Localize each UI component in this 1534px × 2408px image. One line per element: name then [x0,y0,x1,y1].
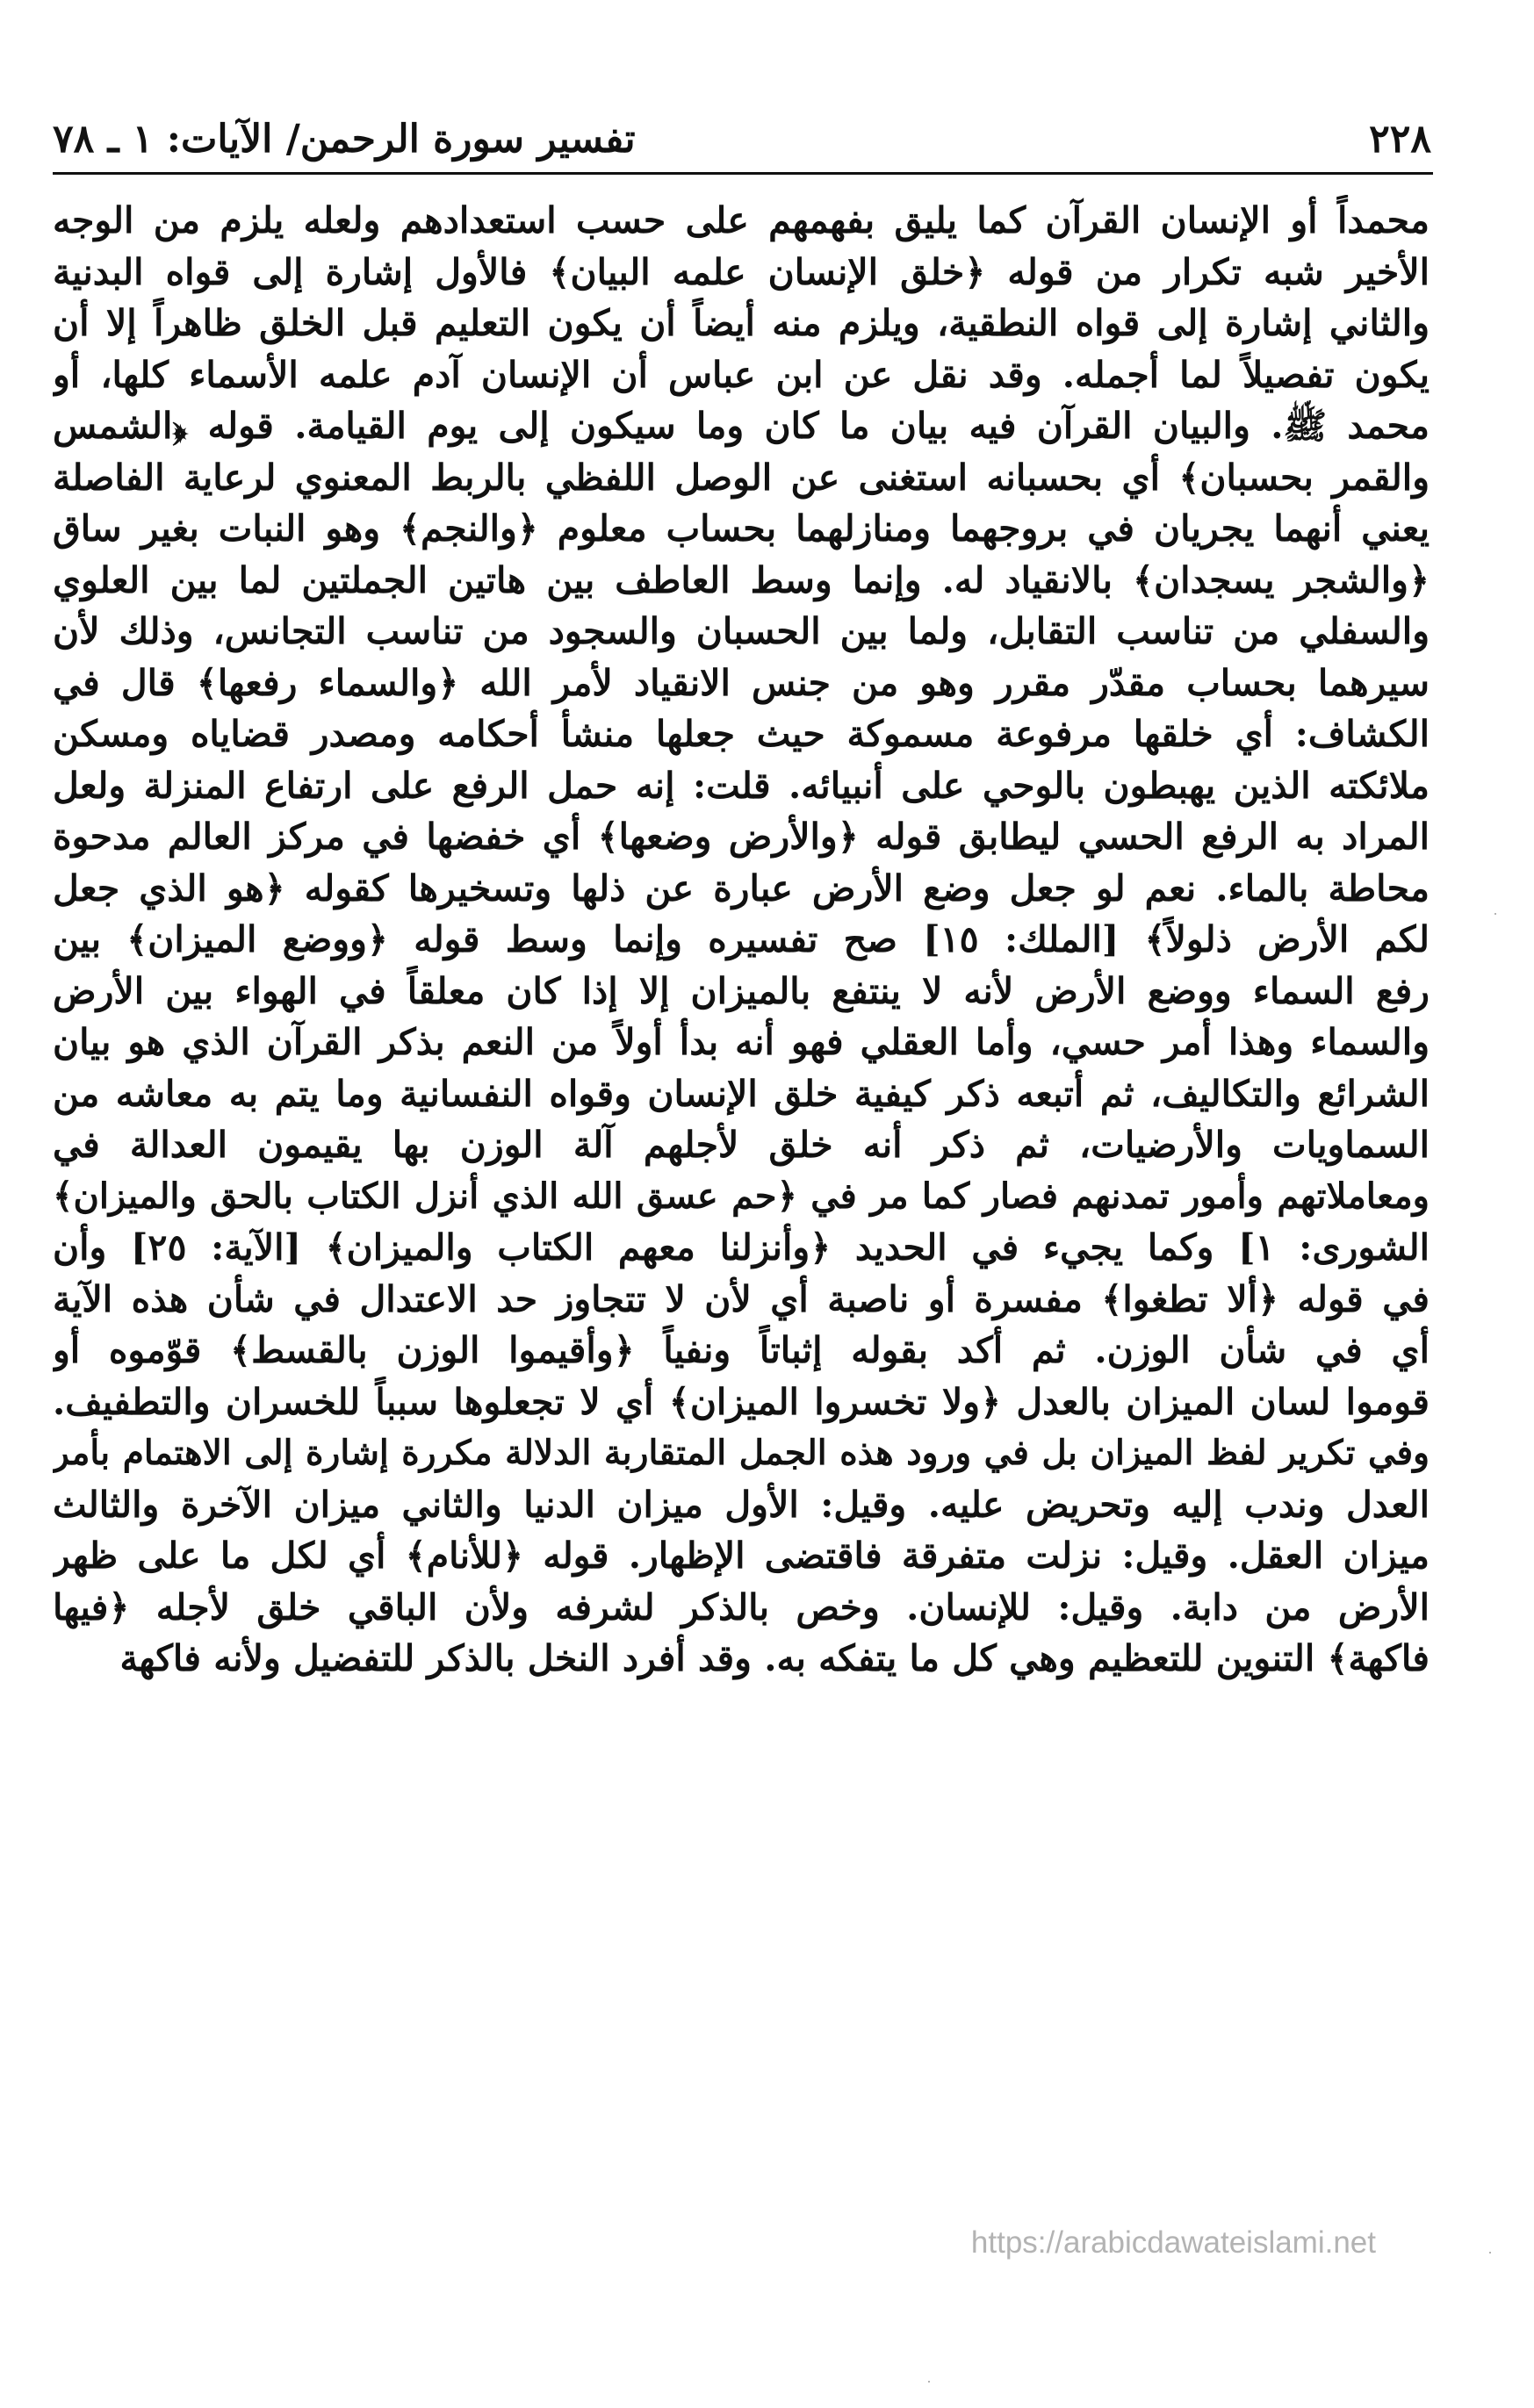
text-line: سيرهما بحساب مقدّر مقرر وهو من جنس الانقياد لأمر الله ﴿والسماء رفعها﴾ قال في [53,661,1430,704]
text-line: العدل وندب إليه وتحريض عليه. وقيل: الأول ميزان الدنيا والثاني ميزان الآخرة والثالث [53,1483,1430,1526]
text-line: الأرض من دابة. وقيل: للإنسان. وخص بالذكر لشرفه ولأن الباقي خلق لأجله ﴿فيها [53,1585,1430,1628]
text-line: ومعاملاتهم وأمور تمدنهم فصار كما مر في ﴿حم عسق الله الذي أنزل الكتاب بالحق والميزان﴾ [53,1175,1430,1217]
text-line: السماويات والأرضيات، ثم ذكر أنه خلق لأجلهم آلة الوزن بها يقيمون العدالة في [53,1124,1430,1166]
text-line: الشرائع والتكاليف، ثم أتبعه ذكر كيفية خلق الإنسان وقواه النفسانية وما يتم به معاشه من [53,1072,1430,1115]
scan-speck [928,2381,930,2383]
running-title: تفسير سورة الرحمن/ الآيات: ١ ـ ٧٨ [53,117,636,162]
text-line: قوموا لسان الميزان بالعدل ﴿ولا تخسروا الميزان﴾ أي لا تجعلوها سبباً للخسران والتطفيف. [53,1380,1430,1423]
page-number: ٢٢٨ [1369,117,1431,162]
text-line: الأخير شبه تكرار من قوله ﴿خلق الإنسان علمه البيان﴾ فالأول إشارة إلى قواه البدنية [53,250,1430,293]
text-line: ميزان العقل. وقيل: نزلت متفرقة فاقتضى الإظهار. قوله ﴿للأنام﴾ أي لكل ما على ظهر [53,1535,1430,1577]
text-line: يعني أنهما يجريان في بروجهما ومنازلهما بحساب معلوم ﴿والنجم﴾ وهو النبات بغير ساق [53,507,1430,550]
text-line: المراد به الرفع الحسي ليطابق قوله ﴿والأرض وضعها﴾ أي خفضها في مركز العالم مدحوة [53,816,1430,858]
text-line: ﴿والشجر يسجدان﴾ بالانقياد له. وإنما وسط العاطف بين هاتين الجملتين لما بين العلوي [53,558,1430,601]
text-line: فاكهة﴾ التنوين للتعظيم وهي كل ما يتفكه به. وقد أفرد النخل بالذكر للتفضيل ولأنه فاكهة [119,1637,1430,1679]
text-line: محاطة بالماء. نعم لو جعل وضع الأرض عبارة عن ذلها وتسخيرها كقوله ﴿هو الذي جعل [53,866,1430,909]
scan-speck [1489,2252,1491,2253]
header-rule [53,172,1433,175]
text-line: والقمر بحسبان﴾ أي بحسبانه استغنى عن الوصل اللفظي بالربط المعنوي لرعاية الفاصلة [53,456,1430,499]
text-line: أي في شأن الوزن. ثم أكد بقوله إثباتاً ونفياً ﴿وأقيموا الوزن بالقسط﴾ قوّموه أو [53,1329,1430,1371]
text-line: في قوله ﴿ألا تطغوا﴾ مفسرة أو ناصبة أي لأن لا تتجاوز حد الاعتدال في شأن هذه الآية [53,1277,1430,1320]
text-line: والسفلي من تناسب التقابل، ولما بين الحسبان والسجود من تناسب التجانس، وذلك لأن [53,610,1430,652]
text-line: والثاني إشارة إلى قواه النطقية، ويلزم منه أيضاً أن يكون التعليم قبل الخلق ظاهراً إلا أن [53,302,1430,344]
body-text [53,195,1430,1685]
watermark-url: https://arabicdawateislami.net [970,2225,1376,2260]
page-header [53,112,1431,167]
text-line: رفع السماء ووضع الأرض لأنه لا ينتفع بالميزان إلا إذا كان معلقاً في الهواء بين الأرض [53,969,1430,1012]
text-line: محمد ﷺ. والبيان القرآن فيه بيان ما كان وما سيكون إلى يوم القيامة. قوله ﴿الشمس [53,405,1430,447]
text-line: وفي تكرير لفظ الميزان بل في ورود هذه الجمل المتقاربة الدلالة مكررة إشارة إلى الاهتمام بأمر [53,1433,1430,1473]
text-line: الشورى: ١] وكما يجيء في الحديد ﴿وأنزلنا معهم الكتاب والميزان﴾ [الآية: ٢٥] وأن [53,1226,1430,1269]
text-line: محمداً أو الإنسان القرآن كما يليق بفهمهم على حسب استعدادهم ولعله يلزم من الوجه [53,199,1430,241]
text-line: ملائكته الذين يهبطون بالوحي على أنبيائه. قلت: إنه حمل الرفع على ارتفاع المنزلة ولعل [53,764,1430,807]
text-line: يكون تفصيلاً لما أجمله. وقد نقل عن ابن عباس أن الإنسان آدم علمه الأسماء كلها، أو [53,353,1430,396]
text-line: والسماء وهذا أمر حسي، وأما العقلي فهو أنه بدأ أولاً من النعم بذكر القرآن الذي هو بيان [53,1021,1430,1063]
text-line: الكشاف: أي خلقها مرفوعة مسموكة حيث جعلها منشأ أحكامه ومصدر قضاياه ومسكن [53,713,1430,755]
scan-speck [1494,913,1496,915]
text-line: لكم الأرض ذلولاً﴾ [الملك: ١٥] صح تفسيره وإنما وسط قوله ﴿ووضع الميزان﴾ بين [53,918,1430,960]
